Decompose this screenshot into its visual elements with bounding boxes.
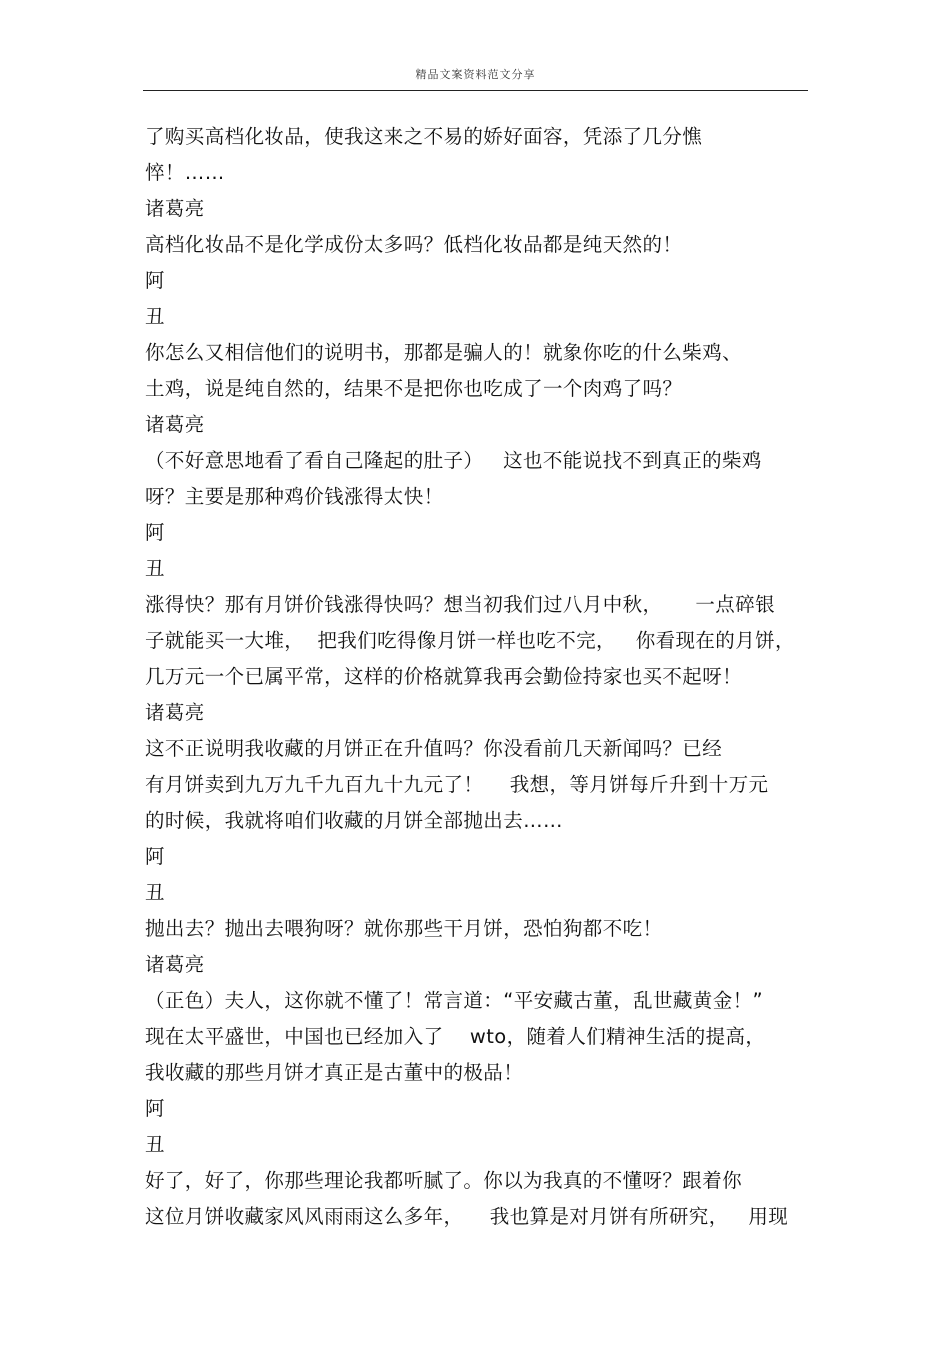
text-line: 涨得快？那有月饼价钱涨得快吗？想当初我们过八月中秋， 一点碎银 bbox=[145, 593, 775, 616]
speaker-name: 阿 bbox=[145, 845, 165, 868]
speaker-name: 丑 bbox=[145, 1133, 165, 1156]
text-line: 抛出去？抛出去喂狗呀？就你那些干月饼，恐怕狗都不吃！ bbox=[145, 917, 663, 940]
text-line: （不好意思地看了看自己隆起的肚子） 这也不能说找不到真正的柴鸡 bbox=[145, 449, 762, 472]
text-line: 土鸡，说是纯自然的，结果不是把你也吃成了一个肉鸡了吗？ bbox=[145, 377, 683, 400]
text-line: 悴！…… bbox=[145, 161, 225, 184]
text-line: 了购买高档化妆品，使我这来之不易的娇好面容，凭添了几分憔 bbox=[145, 125, 703, 148]
speaker-name: 丑 bbox=[145, 557, 165, 580]
text-line: 好了，好了，你那些理论我都听腻了。你以为我真的不懂呀？跟着你 bbox=[145, 1169, 743, 1192]
speaker-name: 丑 bbox=[145, 305, 165, 328]
text-line: 子就能买一大堆， 把我们吃得像月饼一样也吃不完， 你看现在的月饼， bbox=[145, 629, 795, 652]
text-line: 呀？主要是那种鸡价钱涨得太快！ bbox=[145, 485, 444, 508]
page-header: 精品文案资料范文分享 bbox=[415, 68, 536, 81]
text-line: 有月饼卖到九万九千九百九十九元了！ 我想，等月饼每斤升到十万元 bbox=[145, 773, 769, 796]
text-line: 几万元一个已属平常，这样的价格就算我再会勤俭持家也买不起呀！ bbox=[145, 665, 743, 688]
speaker-name: 丑 bbox=[145, 881, 165, 904]
text-line: （正色）夫人，这你就不懂了！常言道：“平安藏古董，乱世藏黄金！” bbox=[145, 989, 764, 1012]
text-line: 现在太平盛世，中国也已经加入了 wto，随着人们精神生活的提高， bbox=[145, 1025, 766, 1048]
speaker-name: 诸葛亮 bbox=[145, 953, 205, 976]
text-line: 这位月饼收藏家风风雨雨这么多年， 我也算是对月饼有所研究， 用现 bbox=[145, 1205, 789, 1228]
speaker-name: 诸葛亮 bbox=[145, 413, 205, 436]
speaker-name: 阿 bbox=[145, 521, 165, 544]
script-body bbox=[145, 119, 815, 1235]
text-line: 你怎么又相信他们的说明书，那都是骗人的！就象你吃的什么柴鸡、 bbox=[145, 341, 743, 364]
header-divider bbox=[143, 90, 808, 91]
text-line: 我收藏的那些月饼才真正是古董中的极品！ bbox=[145, 1061, 524, 1084]
text-line: 高档化妆品不是化学成份太多吗？低档化妆品都是纯天然的！ bbox=[145, 233, 683, 256]
speaker-name: 诸葛亮 bbox=[145, 197, 205, 220]
text-line: 这不正说明我收藏的月饼正在升值吗？你没看前几天新闻吗？已经 bbox=[145, 737, 723, 760]
speaker-name: 阿 bbox=[145, 1097, 165, 1120]
speaker-name: 诸葛亮 bbox=[145, 701, 205, 724]
speaker-name: 阿 bbox=[145, 269, 165, 292]
text-line: 的时候，我就将咱们收藏的月饼全部抛出去…… bbox=[145, 809, 563, 832]
